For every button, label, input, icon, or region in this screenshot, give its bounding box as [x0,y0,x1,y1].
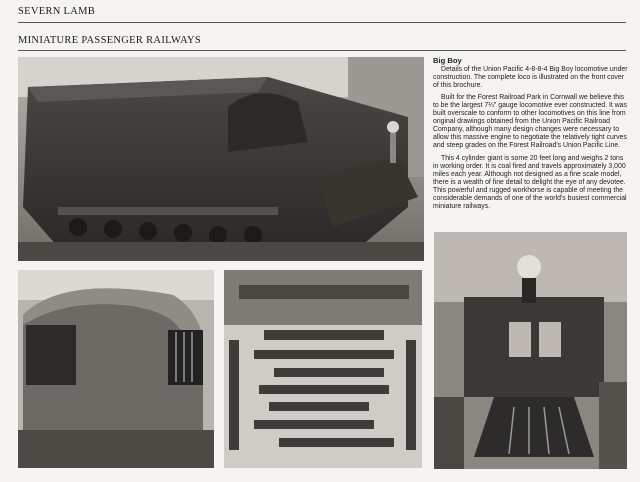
article-paragraph-1: Details of the Union Pacific 4-8-8-4 Big Boy locomotive under construction. The complete loco is illustrated on the front cover of this brochure. [433,66,628,90]
section-rule [18,50,626,51]
cab-shell-photo [18,270,214,468]
section-title: MINIATURE PASSENGER RAILWAYS [18,35,202,46]
article-paragraph-3: This 4 cylinder giant is some 20 feet long and weighs 2 tons in working order. It is coal fired and travels approximately 3,000 miles each year. Although not designed as a fine scale model, there is a wealth of fine detail to delight the eye of any devotee. This powerful and rugged workhorse is capable of meeting the considerable demands of one of the world's busiest commercial miniature railways. [433,154,627,210]
article-big-boy [433,57,629,215]
brand-name: SEVERN LAMB [18,6,96,17]
article-title: Big Boy [433,56,462,65]
article-paragraph-2: Built for the Forest Railroad Park in Cornwall we believe this to be the largest 7¼" gauge locomotive ever constructed. It was built overscale to conform to other locomotives on this line from original drawings obtained from the Union Pacific Railroad Company, although many design changes were necessary to allow this massive engine to negotiate the relatively tight curves and steep grades on the Forest Railroad's Union Pacific Line. [433,94,627,150]
top-rule [18,22,626,23]
smokebox-front-photo [434,232,627,469]
valve-gear-parts-photo [224,270,422,468]
locomotive-chassis-photo [18,57,424,261]
